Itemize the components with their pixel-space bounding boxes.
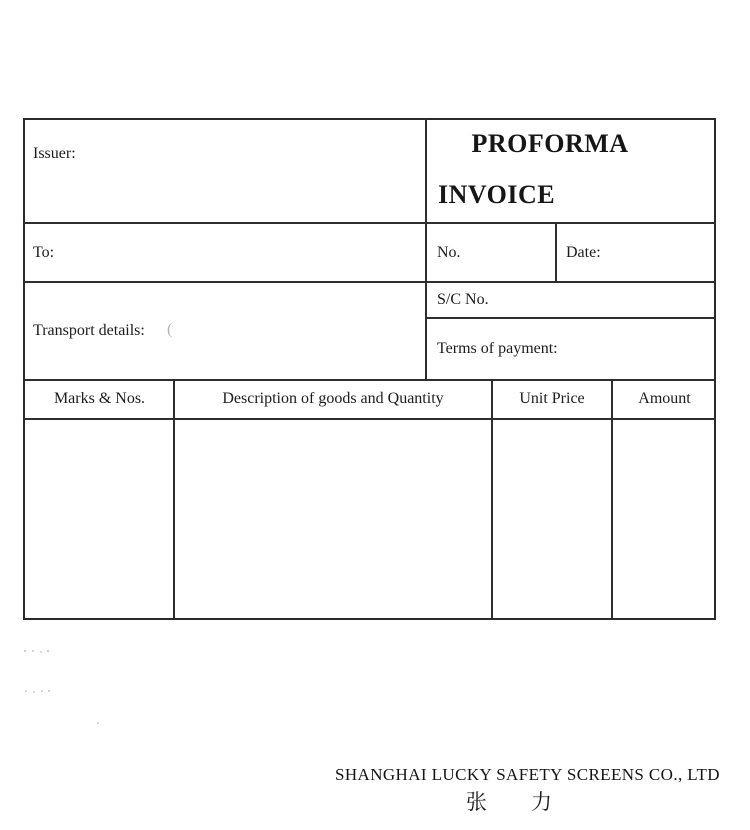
column-header-amount: Amount (638, 390, 691, 407)
signatory-name (466, 786, 552, 816)
no-label: No. (437, 244, 461, 261)
title-proforma: PROFORMA (471, 129, 629, 158)
sc-no-label: S/C No. (437, 291, 489, 308)
issuer-label: Issuer: (33, 145, 76, 162)
column-header-unit-price: Unit Price (519, 390, 585, 407)
column-header-marks-nos: Marks & Nos. (53, 390, 146, 407)
title-invoice: INVOICE (438, 180, 556, 209)
scan-noise-specks (24, 650, 26, 652)
terms-of-payment-label: Terms of payment: (437, 340, 558, 357)
signatory-given-char: 力 (531, 790, 552, 814)
column-divider-no-date (555, 223, 557, 282)
column-header-description: Description of goods and Quantity (222, 390, 444, 407)
date-label: Date: (566, 244, 601, 261)
row-divider-issuer-to (23, 222, 716, 224)
scan-artifact-parenthesis: ( (167, 321, 173, 338)
signatory-surname-char: 张 (466, 790, 487, 814)
to-label: To: (33, 244, 55, 261)
row-divider-to-transport (23, 281, 716, 283)
row-divider-scno-terms (426, 317, 716, 319)
company-name: SHANGHAI LUCKY SAFETY SCREENS CO., LTD (335, 765, 720, 784)
transport-details-label: Transport details: (33, 322, 145, 339)
